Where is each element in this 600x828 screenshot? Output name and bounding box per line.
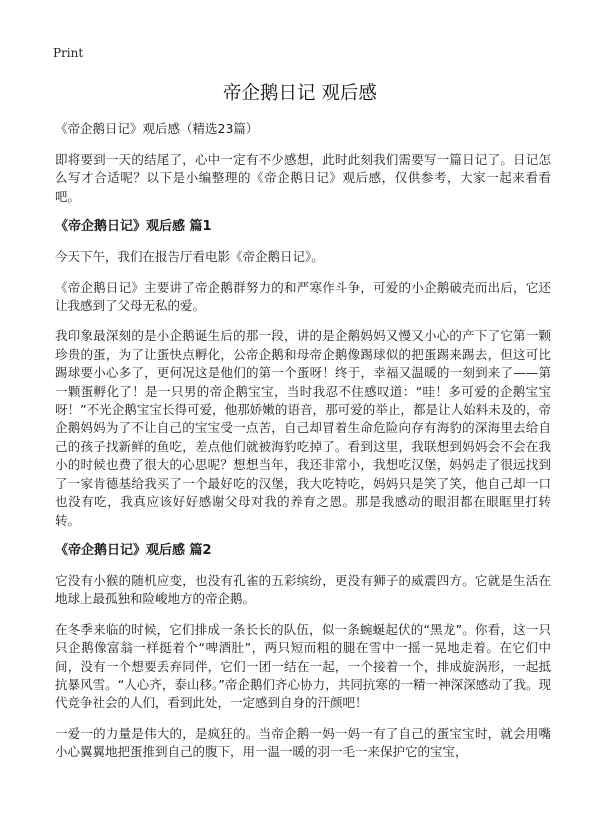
intro-paragraph: 即将要到一天的结尾了，心中一定有不少感想，此时此刻我们需要写一篇日记了。日记怎么写才合适呢？以下是小编整理的《帝企鹅日记》观后感，仅供参考，大家一起来看看吧。 — [55, 152, 551, 204]
page-title: 帝企鹅日记 观后感 — [223, 83, 377, 104]
section-heading-2: 《帝企鹅日记》观后感 篇2 — [55, 542, 212, 558]
section-2-paragraph-2: 在冬季来临的时候，它们排成一条长长的队伍，似一条蜿蜒起伏的“黑龙”。你看，这一只只企鹅像富翁一样挺着个“啤酒肚”，两只短而粗的腿在雪中一摇一晃地走着。在它们中间，没有一个想要丢弃同伴，它们一团一结在一起，一个接着一个，排成旋涡形，一起抵抗暴风雪。“人心齐，泰山移。”帝企鹅们齐心协力，共同抗寒的一精一神深深感动了我。现代竞争社会的人们，看到此处，一定感到自身的汗颜吧！ — [55, 621, 551, 711]
section-1-paragraph-1: 今天下午，我们在报告厅看电影《帝企鹅日记》。 — [55, 249, 324, 265]
section-2-paragraph-1: 它没有小猴的随机应变，也没有孔雀的五彩缤纷，更没有狮子的威震四方。它就是生活在地球上最孤独和险峻地方的帝企鹅。 — [55, 572, 551, 607]
section-heading-1: 《帝企鹅日记》观后感 篇1 — [55, 219, 212, 235]
document-body — [55, 120, 551, 774]
section-1-paragraph-3: 我印象最深刻的是小企鹅诞生后的那一段，讲的是企鹅妈妈又慢又小心的产下了它第一颗珍贵的蛋，为了让蛋快点孵化，公帝企鹅和母帝企鹅像踢球似的把蛋踢来踢去，但这可比踢球要小心多了，更何况这是他们的第一个蛋呀！终于，幸福又温暖的一刻到来了——第一颗蛋孵化了！是一只男的帝企鹅宝宝，当时我忍不住感叹道：“哇！多可爱的企鹅宝宝呀！”不光企鹅宝宝长得可爱，他那娇嫩的语音，那可爱的举止，都是让人始料未及的，帝企鹅妈妈为了不让自己的宝宝受一点苦，自己却冒着生命危险向存有海豹的深海里去给自己的孩子找新鲜的鱼吃，差点他们就被海豹吃掉了。看到这里，我联想到妈妈会不会在我小的时候也费了很大的心思呢？想想当年，我还非常小，我想吃汉堡，妈妈走了很远找到了一家肯德基给我买了一个最好吃的汉堡，我大吃特吃，妈妈只是笑了笑，他自己却一口也没有吃，我真应该好好感谢父母对我的养育之恩。那是我感动的眼泪都在眼眶里打转转。 — [55, 328, 551, 528]
print-link[interactable]: Print — [53, 46, 84, 60]
section-1-paragraph-2: 《帝企鹅日记》主要讲了帝企鹅群努力的和严寒作斗争，可爱的小企鹅破壳而出后，它还让我感到了父母无私的爱。 — [55, 279, 551, 314]
document-subtitle: 《帝企鹅日记》观后感（精选23篇） — [55, 121, 259, 136]
section-2-paragraph-3: 一爱一的力量是伟大的，是疯狂的。当帝企鹅一妈一妈一有了自己的蛋宝宝时，就会用嘴小心翼翼地把蛋推到自己的腹下，用一温一暖的羽一毛一来保护它的宝宝， — [55, 725, 551, 760]
